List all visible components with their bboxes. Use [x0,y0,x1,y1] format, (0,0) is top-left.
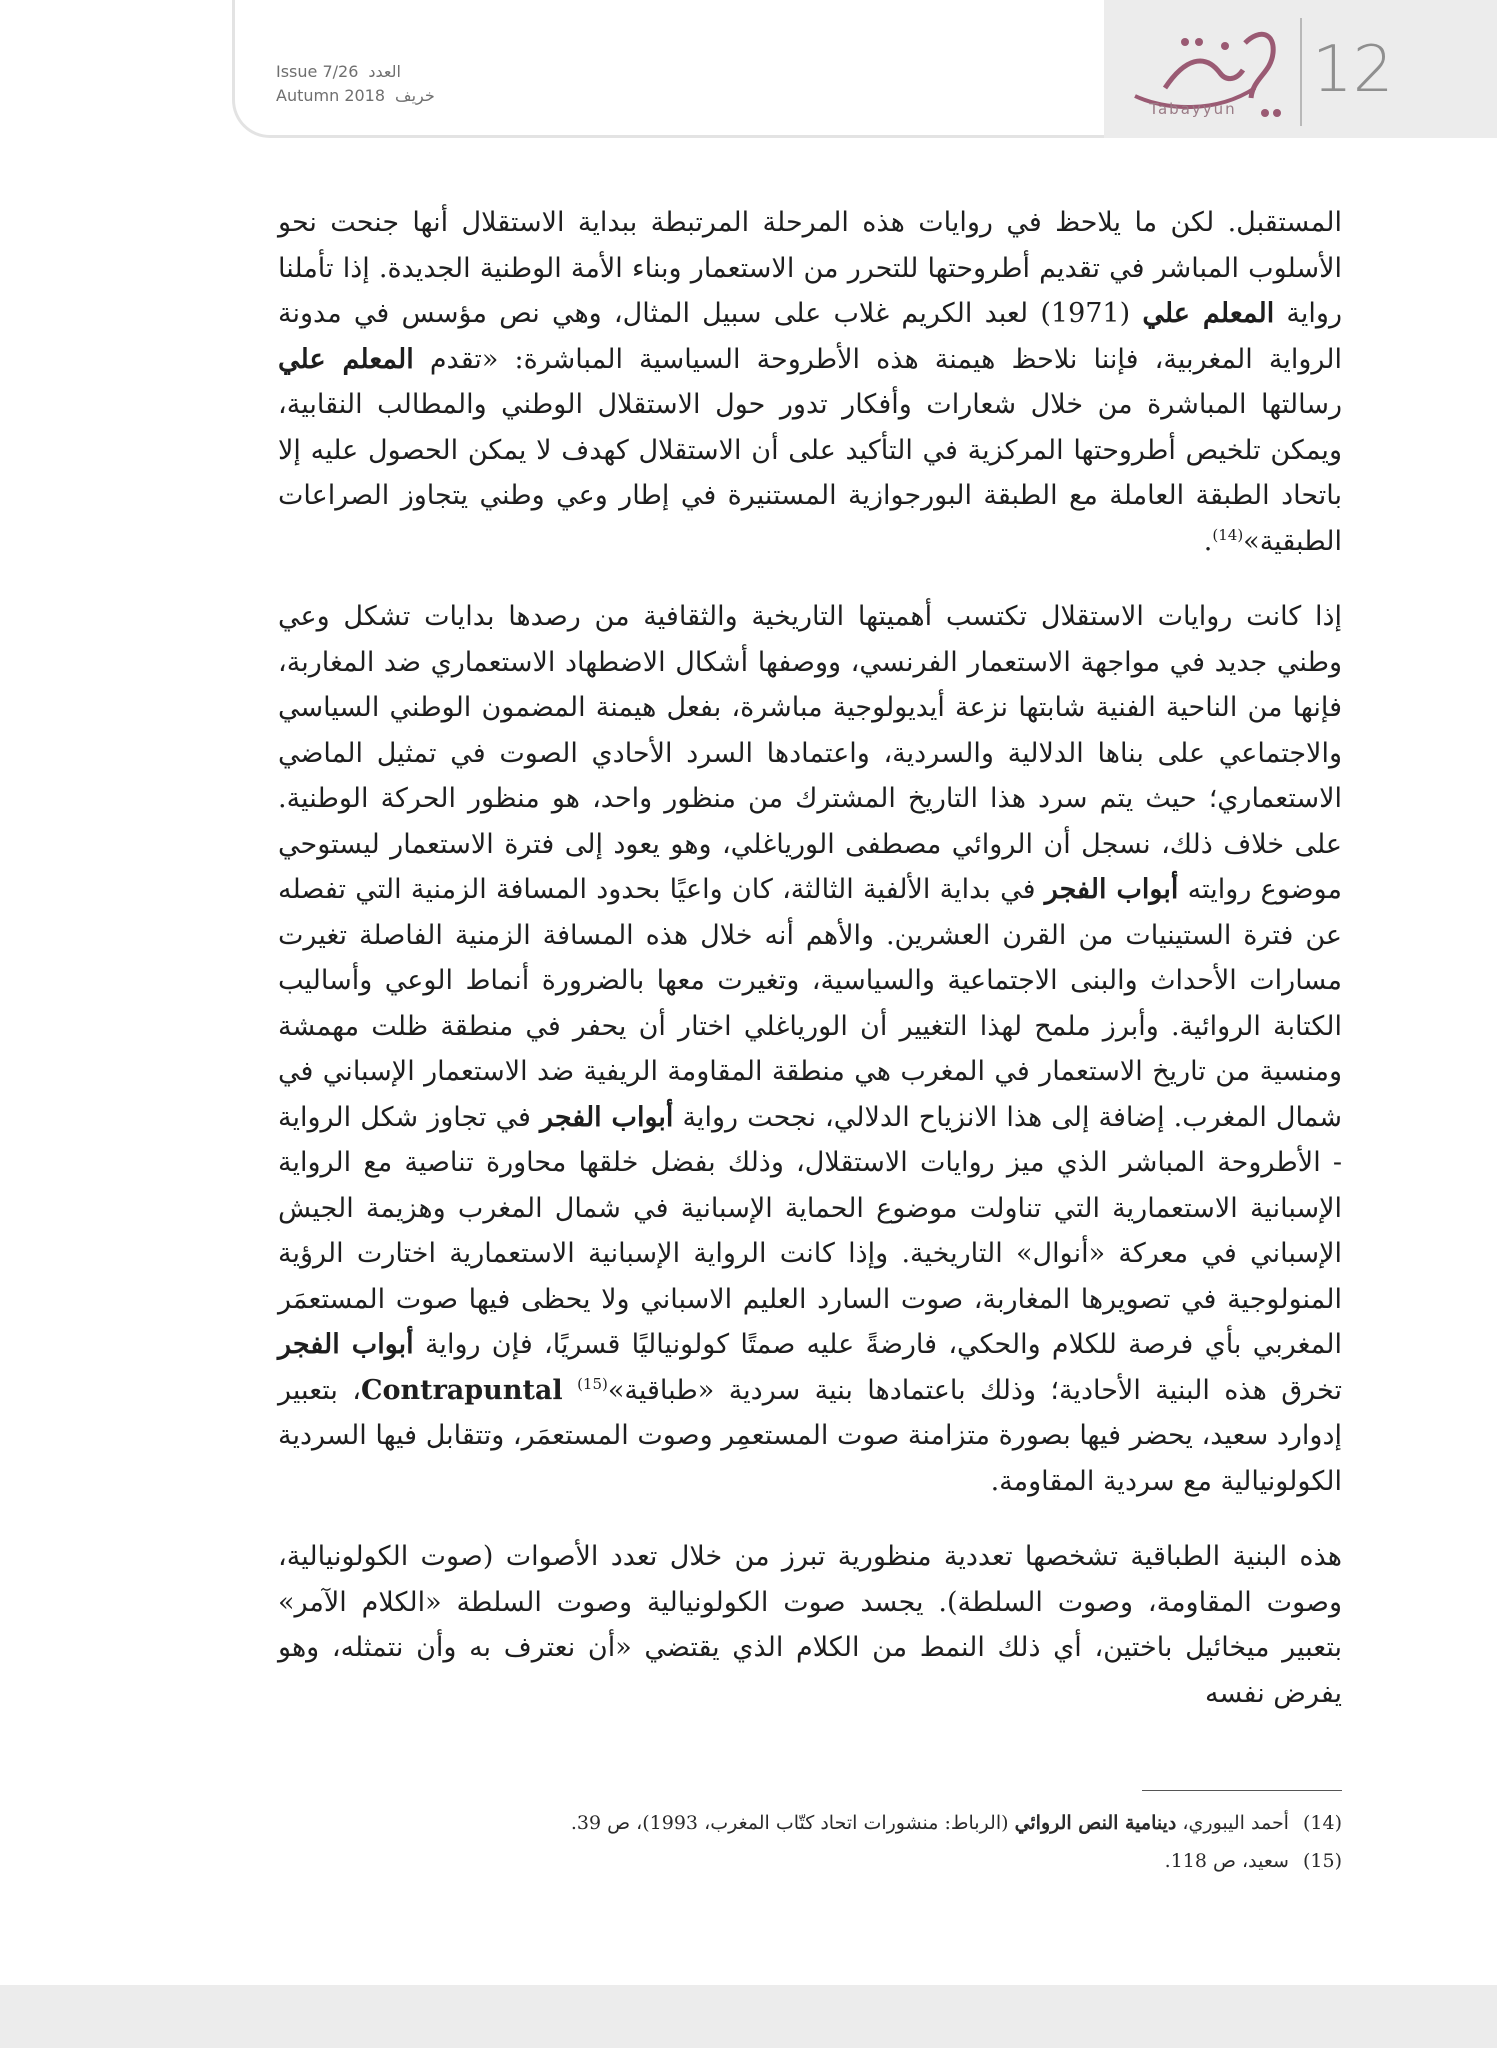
book-title: المعلم علي [278,343,414,375]
book-title: أبواب الفجر [1044,874,1179,905]
footnote-author: أحمد اليبوري، [1176,1812,1289,1834]
text-run: تخرق هذه البنية الأحادية؛ وذلك باعتمادها بنية سردية «طباقية» [607,1374,1342,1406]
issue-line [276,60,476,84]
text-run: إذا كانت روايات الاستقلال تكتسب أهميتها التاريخية والثقافية من رصدها بدايات تشكل وعي وطني جديد في مواجهة الاستعمار الفرنسي، ووصفها أشكال الاضطهاد الاستعماري ضد المغاربة، فإنها من الناحية الفنية شابتها نزعة أيديولوجية مباشرة، بفعل هيمنة المضمون الوطني السياسي والاجتماعي على بناها الدلالية والسردية، واعتمادها السرد الأحادي الصوت في تمثيل الماضي الاستعماري؛ حيث يتم سرد هذا التاريخ المشترك من منظور واحد، هو منظور الحركة الوطنية. على خلاف ذلك، نسجل أن الروائي مصطفى الورياغلي، وهو يعود إلى فترة الاستعمار ليستوحي موضوع روايته [278,601,1343,905]
text-run: (1971) لعبد الكريم غلاب على سبيل المثال، وهي نص مؤسس في مدونة الرواية المغربية، فإننا نلاحظ هيمنة هذه الأطروحة السياسية المباشرة: «تقدم [278,298,1342,375]
text-run: ، بتعبير إدوارد سعيد، يحضر فيها بصورة متزامنة صوت المستعمِر وصوت المستعمَر، وتتقابل فيها السردية الكولونيالية مع سردية المقاومة. [278,1374,1342,1497]
issue-number: Issue 7/26 [276,62,359,81]
footnote-title: دينامية النص الروائي [1014,1812,1177,1834]
book-title: المعلم علي [1142,298,1275,329]
footnote-ref-15[interactable]: (15) [577,1374,608,1393]
text-run: في بداية الألفية الثالثة، كان واعيًا بحدود المسافة الزمنية التي تفصله عن فترة الستينيات من القرن العشرين. والأهم أنه خلال هذه المسافة الزمنية الفاصلة تغيرت مسارات الأحداث والبنى الاجتماعية والسياسية، وتغيرت معها بالضرورة أنماط الوعي وأساليب الكتابة الروائية. وأبرز ملمح لهذا التغيير أن الورياغلي اختار أن يحفر في منطقة ظلت مهمشة ومنسية من تاريخ الاستعمار في المغرب هي منطقة المقاومة الريفية ضد الاستعمار الإسباني في شمال المغرب. إضافة إلى هذا الانزياح الدلالي، نجحت رواية [278,874,1342,1133]
footnote-divider [1142,1790,1342,1791]
latin-term: Contrapuntal [360,1374,563,1406]
text-run: المستقبل. لكن ما يلاحظ في روايات هذه المرحلة المرتبطة ببداية الاستقلال أنها جنحت نحو الأسلوب المباشر في تقديم أطروحتها للتحرر من الاستعمار وبناء الأمة الوطنية الجديدة. إذا تأملنا رواية [278,207,1342,329]
footnote-14 [278,1804,1342,1842]
footnote-rest: (الرباط: منشورات اتحاد كتّاب المغرب، 1993)، ص 39. [570,1812,1015,1834]
paragraph-2 [278,594,1342,1504]
book-title: أبواب الفجر [278,1329,414,1360]
page-number: 12 [1312,33,1394,107]
season-ar: خريف [395,86,435,105]
issue-label-ar: العدد [368,62,401,81]
logo-latin: Tabayyun [1149,100,1237,118]
article-body [278,200,1342,1746]
footnote-ref-14[interactable]: (14) [1212,525,1244,544]
footnote-author: سعيد، ص 118. [1164,1850,1289,1872]
season-line [276,84,476,108]
paragraph-3: هذه البنية الطباقية تشخصها تعددية منظورية تبرز من خلال تعدد الأصوات (صوت الكولونيالية، وصوت المقاومة، وصوت السلطة). يجسد صوت الكولونيالية وصوت السلطة «الكلام الآمر» بتعبير ميخائيل باختين، أي ذلك النمط من الكلام الذي يقتضي «أن نعترف به وأن نتمثله، وهو يفرض نفسه [278,1541,1342,1709]
header-divider [1300,18,1302,126]
footnote-15 [278,1842,1342,1880]
paragraph-1 [278,200,1342,564]
text-run: . [1203,525,1213,557]
book-title: أبواب الفجر [539,1101,674,1133]
text-run: في تجاوز شكل الرواية - الأطروحة المباشر الذي ميز روايات الاستقلال، وذلك بفضل خلقها محاورة تناصية مع الرواية الإسبانية الاستعمارية التي تناولت موضوع الحماية الإسبانية في شمال المغرب وهزيمة الجيش الإسباني في معركة «أنوال» التاريخية. وإذا كانت الرواية الإسبانية الاستعمارية اختارت الرؤية المنولوجية في تصويرها المغاربة، صوت السارد العليم الاسباني ولا يحظى فيها صوت المستعمَر المغربي بأي فرصة للكلام والحكي، فارضةً عليه صمتًا كولونياليًا قسريًا، فإن رواية [278,1101,1342,1360]
footnote-number: (14) [1302,1812,1342,1834]
footnote-text [571,1804,1289,1842]
footnotes [278,1804,1342,1880]
season: Autumn 2018 [276,86,386,105]
text-run: رسالتها المباشرة من خلال شعارات وأفكار تدور حول الاستقلال الوطني والمطالب النقابية، ويمكن تلخيص أطروحتها المركزية في التأكيد على أن الاستقلال كهدف لا يمكن الحصول عليه إلا باتحاد الطبقة العاملة مع الطبقة البورجوازية المستنيرة في إطار وعي وطني يتجاوز الصراعات الطبقية» [278,389,1342,557]
issue-info [276,60,476,108]
footnote-number: (15) [1302,1850,1342,1872]
footnote-text [1165,1842,1289,1880]
bottom-bar [0,1985,1497,2048]
